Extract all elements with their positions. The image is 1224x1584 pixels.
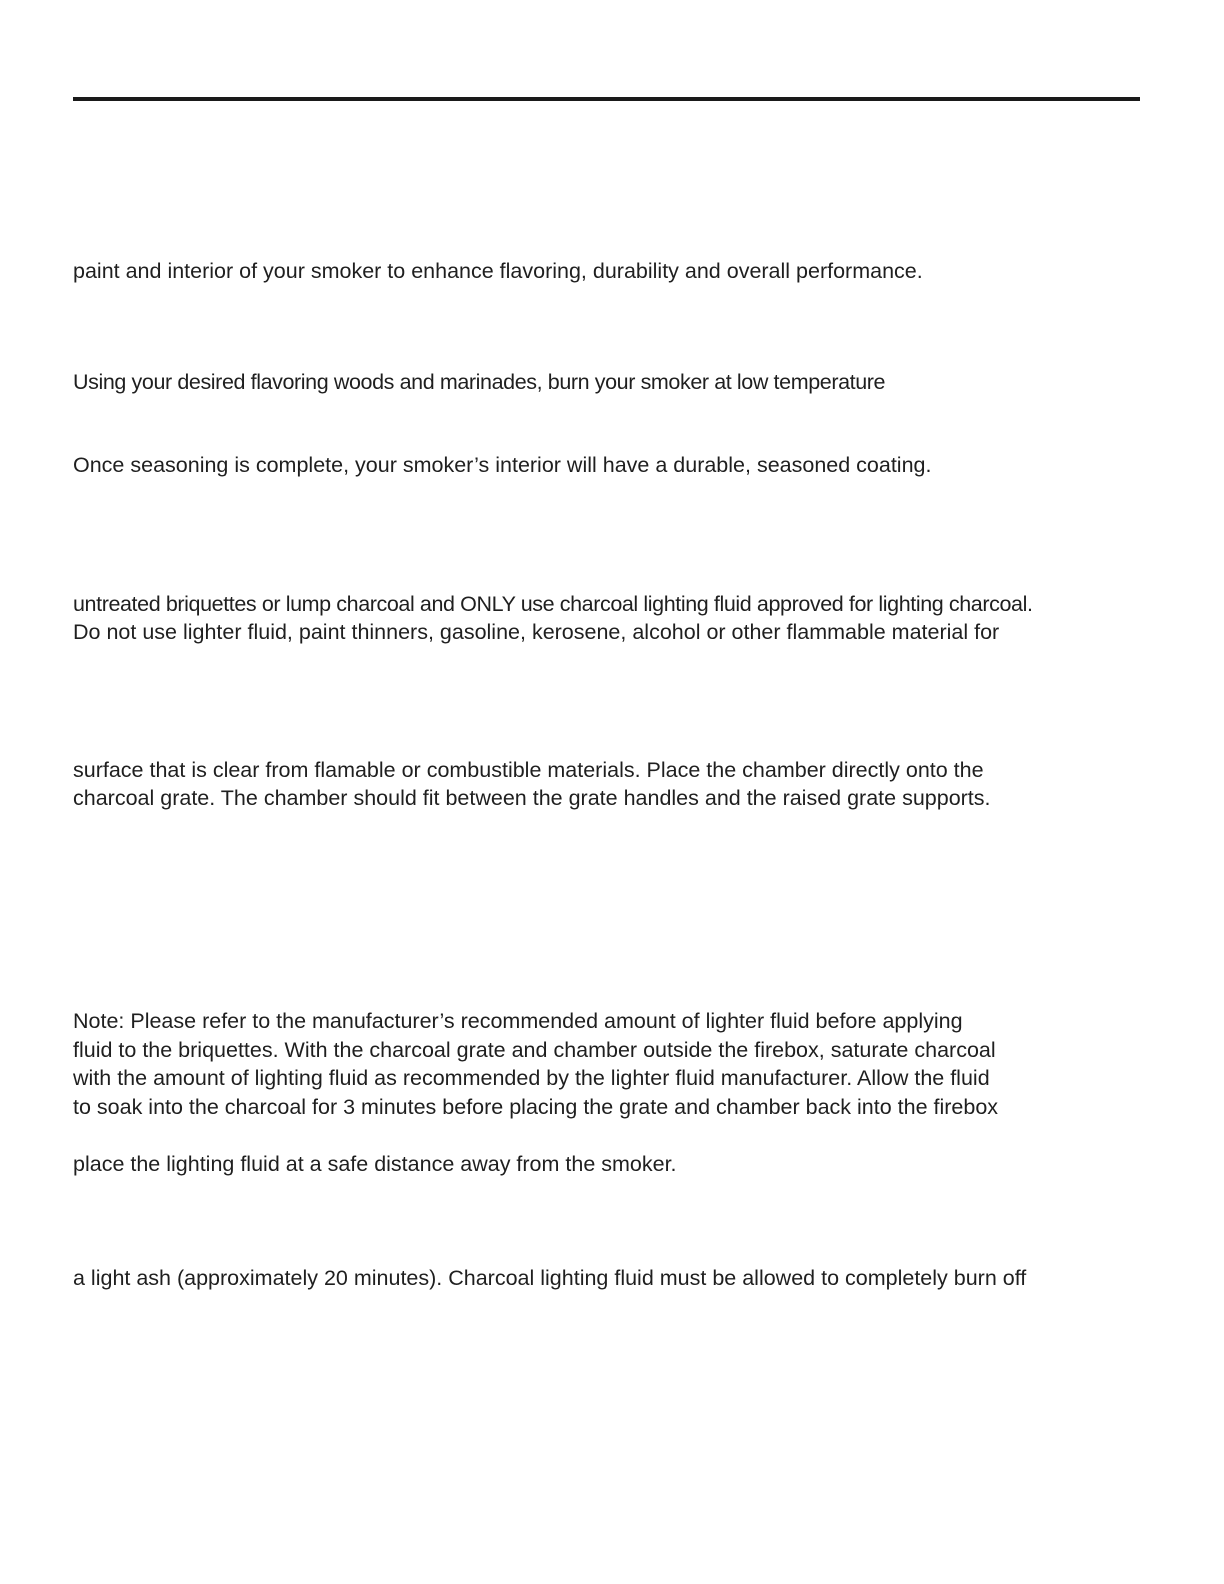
seasoning-complete-line: Once seasoning is complete, your smoker’s interior will have a durable, seasoned coating. [73, 453, 932, 477]
note-line-1: Note: Please refer to the manufacturer’s recommended amount of lighter fluid before applying [73, 1009, 963, 1033]
placement-line-1: surface that is clear from flamable or combustible materials. Place the chamber directly onto the [73, 758, 984, 782]
placement-line-2: charcoal grate. The chamber should fit between the grate handles and the raised grate supports. [73, 786, 991, 810]
safe-distance-line: place the lighting fluid at a safe distance away from the smoker. [73, 1152, 677, 1176]
charcoal-warning-line-1: untreated briquettes or lump charcoal and ONLY use charcoal lighting fluid approved for lighting charcoal. [73, 592, 1033, 616]
seasoning-intro-line: paint and interior of your smoker to enhance flavoring, durability and overall performance. [73, 259, 923, 283]
charcoal-warning-line-2: Do not use lighter fluid, paint thinners, gasoline, kerosene, alcohol or other flammable material for [73, 620, 1000, 644]
note-line-3: with the amount of lighting fluid as recommended by the lighter fluid manufacturer. Allow the fluid [73, 1066, 990, 1090]
note-line-4: to soak into the charcoal for 3 minutes before placing the grate and chamber back into the firebox [73, 1095, 999, 1119]
seasoning-burn-line: Using your desired flavoring woods and marinades, burn your smoker at low temperature [73, 370, 886, 394]
header-rule [73, 97, 1140, 101]
light-ash-line: a light ash (approximately 20 minutes). Charcoal lighting fluid must be allowed to completely burn off [73, 1266, 1027, 1290]
note-line-2: fluid to the briquettes. With the charcoal grate and chamber outside the firebox, saturate charcoal [73, 1038, 996, 1062]
